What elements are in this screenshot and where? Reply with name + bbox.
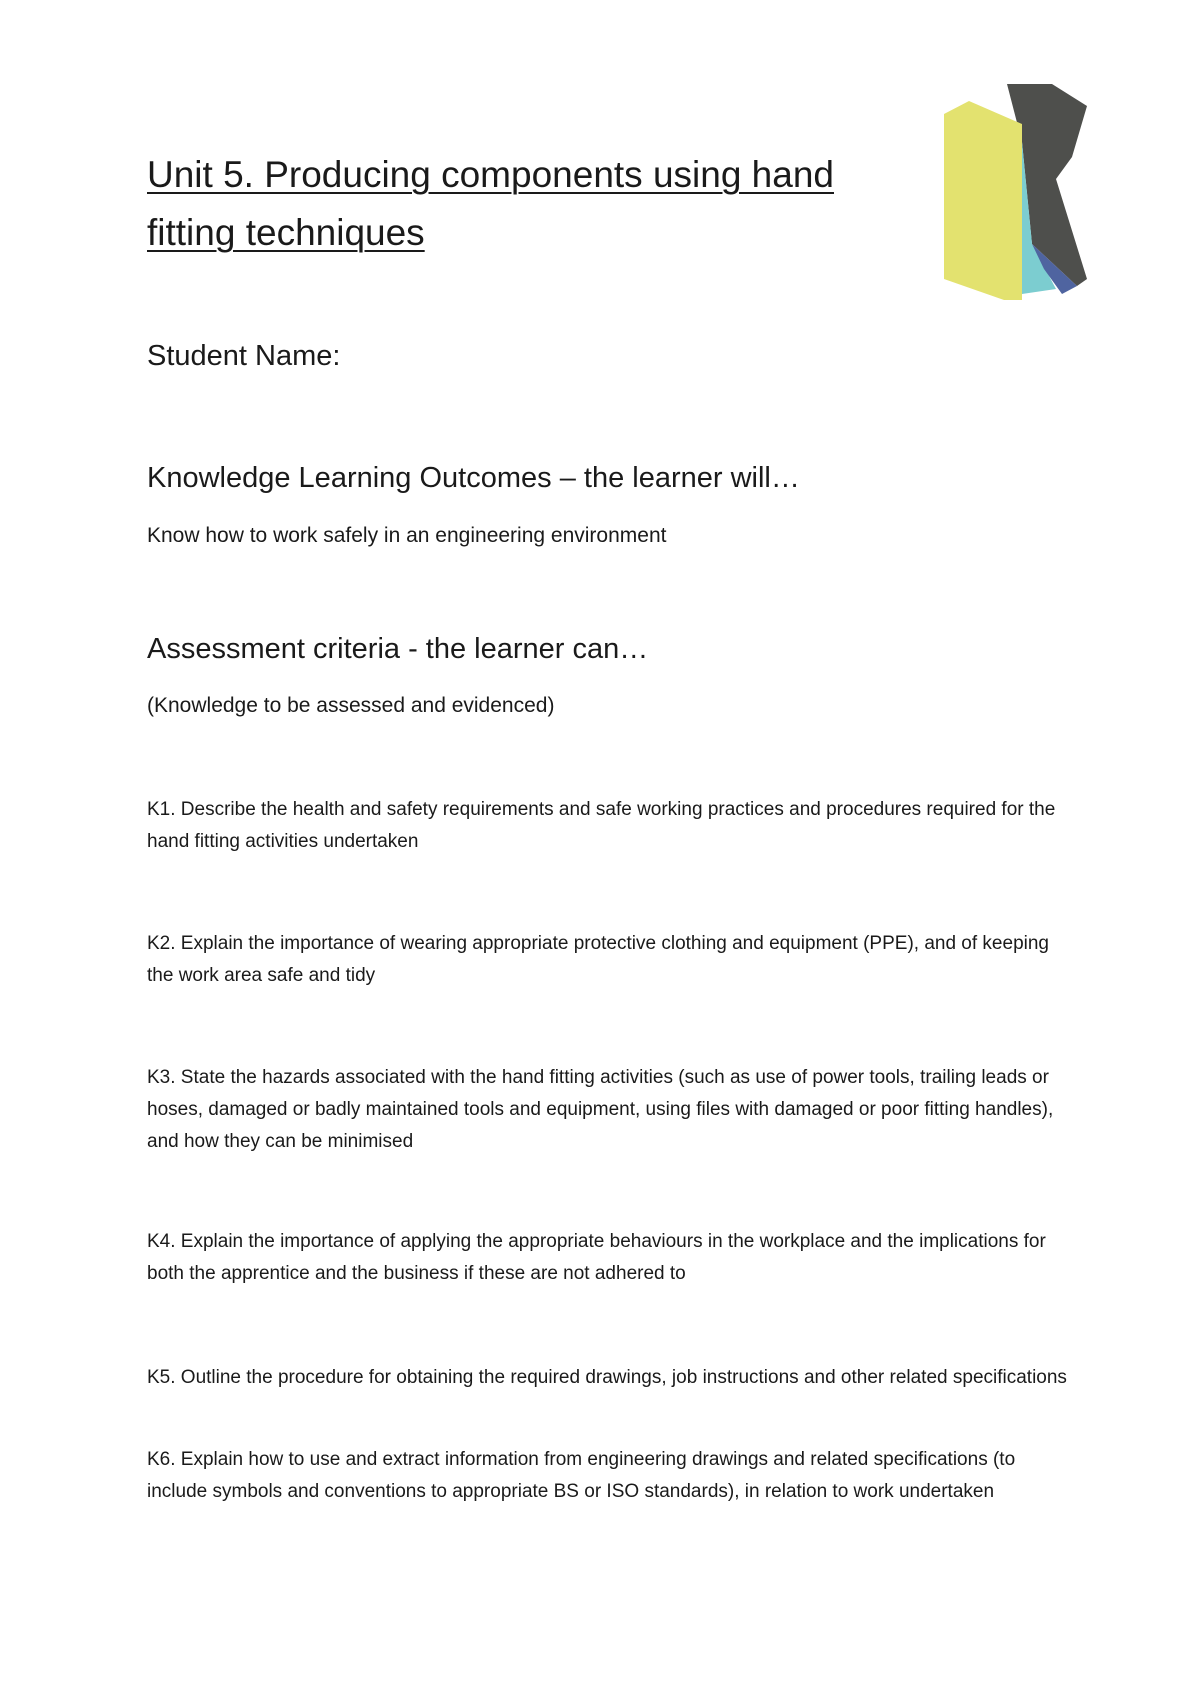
title-line-2: fitting techniques xyxy=(147,212,425,253)
criterion-k5: K5. Outline the procedure for obtaining the required drawings, job instructions and other related specifications xyxy=(147,1367,1067,1388)
criterion-k1: K1. Describe the health and safety requirements and safe working practices and procedures required for the hand fitting activities undertaken xyxy=(147,799,1056,852)
title-line-1: Unit 5. Producing components using hand xyxy=(147,154,834,195)
knowledge-heading: Knowledge Learning Outcomes – the learner will… xyxy=(147,462,800,494)
assessment-heading: Assessment criteria - the learner can… xyxy=(147,633,649,665)
criterion-k3: K3. State the hazards associated with the hand fitting activities (such as use of power tools, trailing leads or hoses, damaged or badly maintained tools and equipment, using files with damaged or poor fitting handles), and how they can be minimised xyxy=(147,1067,1054,1152)
criterion-k4: K4. Explain the importance of applying the appropriate behaviours in the workplace and the implications for both the apprentice and the business if these are not adhered to xyxy=(147,1231,1046,1284)
k-logo-icon xyxy=(944,84,1094,304)
criterion-k6: K6. Explain how to use and extract information from engineering drawings and related specifications (to include symbols and conventions to appropriate BS or ISO standards), in relation to work undertaken xyxy=(147,1449,1016,1502)
knowledge-outcome: Know how to work safely in an engineering environment xyxy=(147,524,667,547)
criterion-k2: K2. Explain the importance of wearing appropriate protective clothing and equipment (PPE), and of keeping the work area safe and tidy xyxy=(147,933,1049,986)
page-title xyxy=(147,146,867,262)
assessment-note: (Knowledge to be assessed and evidenced) xyxy=(147,694,555,717)
student-name-label: Student Name: xyxy=(147,340,341,372)
